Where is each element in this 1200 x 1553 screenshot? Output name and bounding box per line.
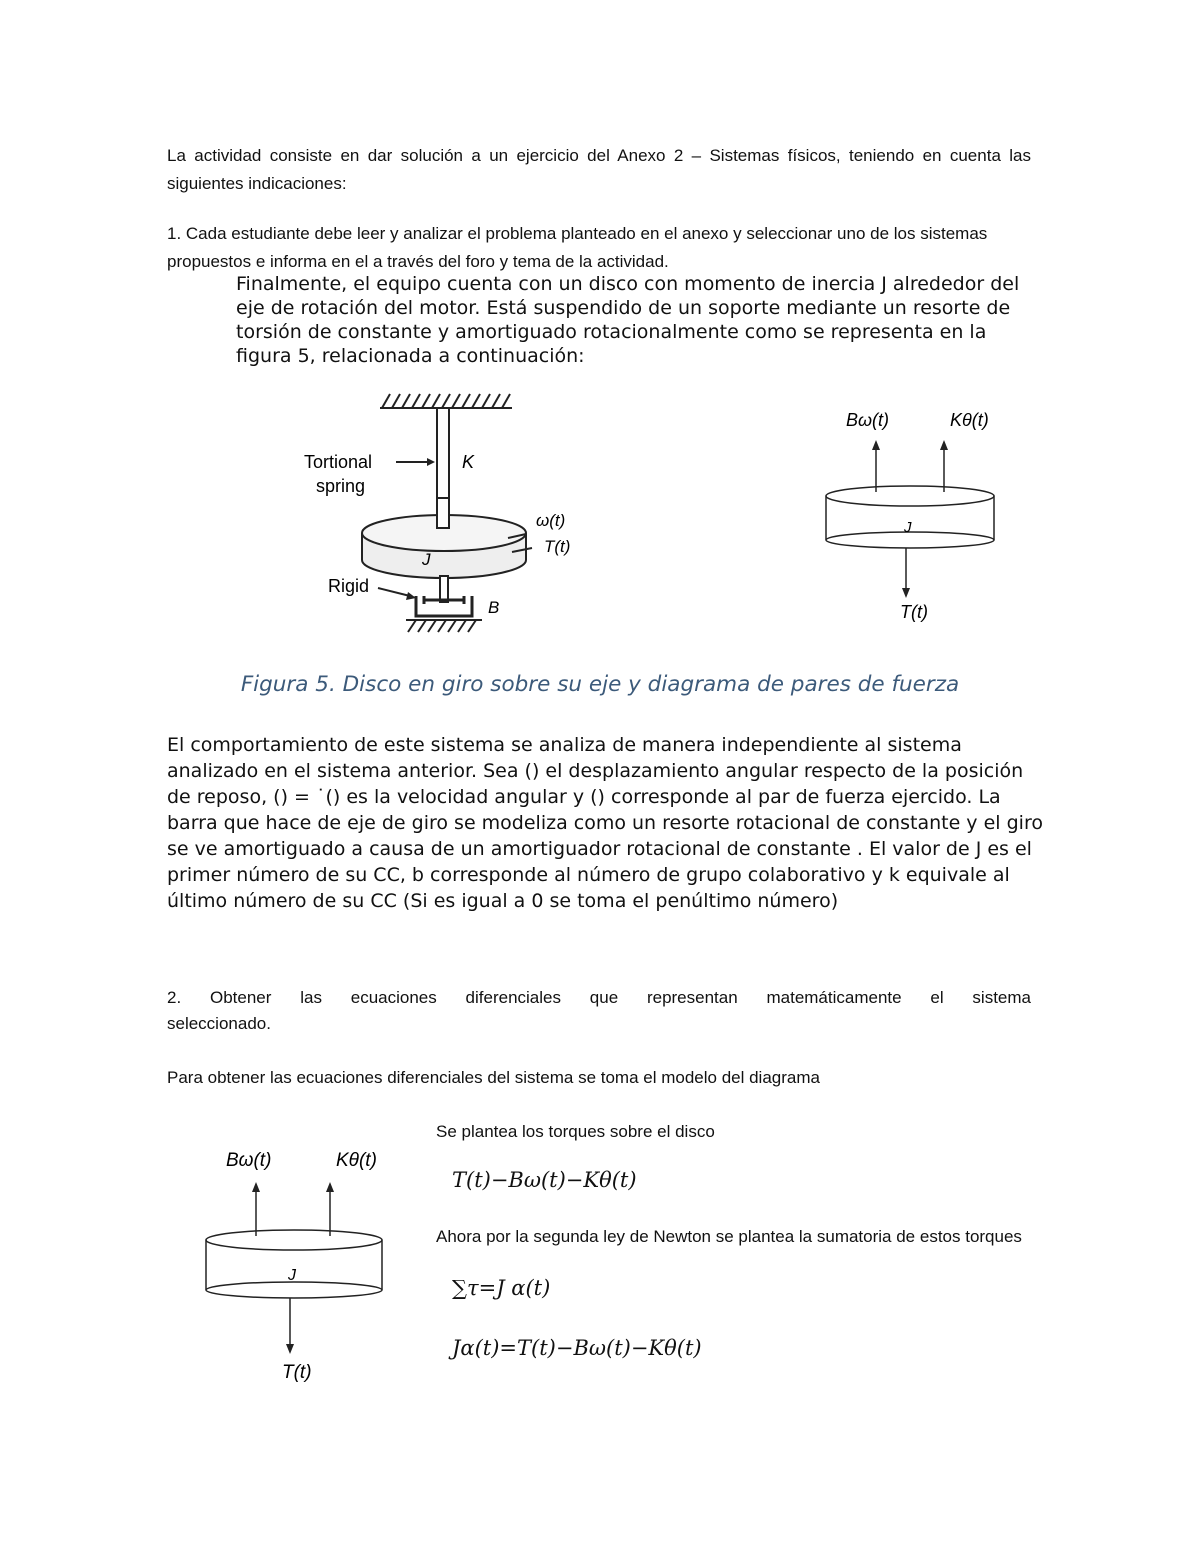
torques-heading: Se plantea los torques sobre el disco [436, 1122, 715, 1141]
newton-paragraph: Ahora por la segunda ley de Newton se plantea la sumatoria de estos torques [436, 1227, 1022, 1246]
figure-caption: Figura 5. Disco en giro sobre su eje y diagrama de pares de fuerza [240, 672, 960, 697]
item-2-line-1: 2. Obtener las ecuaciones diferenciales que representan matemáticamente el sistema [167, 988, 1031, 1007]
damper [416, 596, 472, 616]
comportamiento-paragraph: El comportamiento de este sistema se analiza de manera independiente al sistema analizado en el sistema anterior. Sea () el desplazamiento angular respecto de la posición de reposo, () = ˙() es la velocidad angular y () corresponde al par de fuerza ejercido. La barra que hace de eje de giro se modeliza como un resorte rotacional de constante y el giro se ve amortiguado a causa de un amortiguador rotacional de constante . El valor de J es el primer número de su CC, b corresponde al número de grupo colaborativo y k equivale al último número de su CC (Si es igual a 0 se toma el penúltimo número) [167, 734, 1043, 912]
label-bw: Bω(t) [226, 1150, 272, 1171]
equation-newton: Jα(t)=T(t)−Bω(t)−Kθ(t) [452, 1336, 702, 1360]
item-1-paragraph: 1. Cada estudiante debe leer y analizar el problema planteado en el anexo y seleccionar uno de los sistemas propuestos e informa en el a través del foro y tema de la actividad. [167, 224, 988, 271]
intro-paragraph: La actividad consiste en dar solución a un ejercicio del Anexo 2 – Sistemas físicos, teniendo en cuenta las siguientes indicaciones: [167, 146, 1031, 193]
floor-hatch [406, 620, 482, 632]
torque-diagram-right [820, 400, 1010, 626]
label-k: K [462, 452, 475, 472]
label-j: J [422, 550, 431, 569]
label-bw: Bω(t) [846, 410, 890, 430]
label-j: J [288, 1267, 296, 1284]
label-torque: T(t) [900, 602, 928, 622]
torsional-disc-figure [290, 388, 610, 638]
equation-torques: T(t)−Bω(t)−Kθ(t) [452, 1168, 637, 1192]
label-j: J [904, 519, 912, 536]
torque-diagram-bottom [198, 1140, 398, 1386]
label-torque: T(t) [282, 1362, 312, 1383]
rigid-shaft [440, 576, 448, 602]
item-2-line-2: seleccionado. [167, 1014, 271, 1033]
label-b: B [488, 598, 500, 617]
equation-sum: ∑τ=J α(t) [452, 1276, 551, 1300]
label-omega: ω(t) [536, 511, 566, 530]
label-ktheta: Kθ(t) [336, 1150, 377, 1171]
label-ktheta: Kθ(t) [950, 410, 989, 430]
label-tortional: Tortional [304, 452, 373, 472]
final-paragraph: Finalmente, el equipo cuenta con un disco con momento de inercia J alrededor del eje de rotación del motor. Está suspendido de un soporte mediante un resorte de torsión de constante y amortiguado rotacionalmente como se representa en la figura 5, relacionada a continuación: [236, 273, 1020, 367]
label-torque: T(t) [544, 537, 571, 556]
label-spring: spring [316, 476, 366, 496]
para-obtener-paragraph: Para obtener las ecuaciones diferenciales del sistema se toma el modelo del diagrama [167, 1068, 820, 1087]
label-rigid: Rigid [328, 576, 370, 596]
ceiling-hatch [380, 394, 512, 408]
